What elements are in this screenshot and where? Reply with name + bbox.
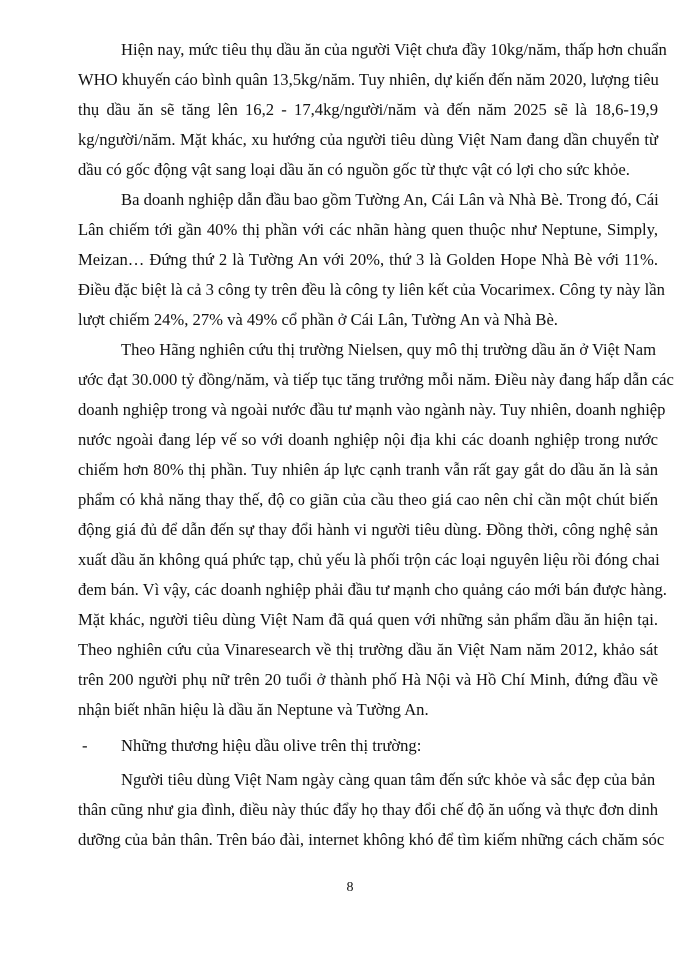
page-number: 8 — [346, 880, 354, 895]
text-line: phẩm có khả năng thay thế, độ co giãn của cầu theo giá cao nên chỉ cần một chút biến — [78, 490, 658, 509]
text-line: lượt chiếm 24%, 27% và 49% cổ phần ở Cái Lân, Tường An và Nhà Bè. — [78, 310, 558, 329]
text-line: ước đạt 30.000 tỷ đồng/năm, và tiếp tục tăng trưởng mỗi năm. Điều này đang hấp dẫn các — [78, 370, 674, 389]
text-line: Lân chiếm tới gần 40% thị phần với các nhãn hàng quen thuộc như Neptune, Simply, — [78, 220, 658, 239]
text-line: Hiện nay, mức tiêu thụ dầu ăn của người Việt chưa đầy 10kg/năm, thấp hơn chuẩn — [121, 40, 667, 59]
text-line: dưỡng của bản thân. Trên báo đài, internet không khó để tìm kiếm những cách chăm sóc — [78, 830, 665, 849]
text-line: WHO khuyến cáo bình quân 13,5kg/năm. Tuy nhiên, dự kiến đến năm 2020, lượng tiêu — [78, 70, 659, 89]
text-line: động giá đủ để dẫn đến sự thay đổi hành vi người tiêu dùng. Đồng thời, công nghệ sản — [78, 520, 658, 539]
text-line: Theo nghiên cứu của Vinaresearch về thị trường dầu ăn Việt Nam năm 2012, khảo sát — [78, 640, 658, 659]
text-line: chiếm hơn 80% thị phần. Tuy nhiên áp lực cạnh tranh vẫn rất gay gắt do dầu ăn là sản — [78, 460, 658, 479]
text-line: kg/người/năm. Mặt khác, xu hướng của người tiêu dùng Việt Nam đang dần chuyển từ — [78, 130, 658, 149]
text-line: nước ngoài đang lép vế so với doanh nghiệp nội địa khi các doanh nghiệp trong nước — [78, 430, 658, 449]
text-line: Theo Hãng nghiên cứu thị trường Nielsen, quy mô thị trường dầu ăn ở Việt Nam — [121, 340, 656, 359]
text-line: xuất dầu ăn không quá phức tạp, chủ yếu là phối trộn các loại nguyên liệu rồi đóng chai — [78, 550, 660, 569]
text-line: doanh nghiệp trong và ngoài nước đầu tư mạnh vào ngành này. Tuy nhiên, doanh nghiệp — [78, 400, 666, 419]
text-line: Người tiêu dùng Việt Nam ngày càng quan tâm đến sức khỏe và sắc đẹp của bản — [121, 770, 656, 789]
text-line: Meizan… Đứng thứ 2 là Tường An với 20%, thứ 3 là Golden Hope Nhà Bè với 11%. — [78, 250, 658, 269]
text-line: trên 200 người phụ nữ trên 20 tuổi ở thành phố Hà Nội và Hồ Chí Minh, đứng đầu về — [78, 670, 658, 689]
text-line: thân cũng như gia đình, điều này thúc đẩy họ thay đổi chế độ ăn uống và thực đơn dinh — [78, 800, 658, 819]
text-line: thụ dầu ăn sẽ tăng lên 16,2 - 17,4kg/người/năm và đến năm 2025 sẽ là 18,6-19,9 — [78, 100, 658, 119]
bullet-dash: - — [82, 736, 88, 755]
bullet-text: Những thương hiệu dầu olive trên thị trường: — [121, 736, 422, 755]
text-line: nhận biết nhãn hiệu là dầu ăn Neptune và Tường An. — [78, 700, 429, 719]
text-line: Ba doanh nghiệp dẫn đầu bao gồm Tường An, Cái Lân và Nhà Bè. Trong đó, Cái — [121, 190, 659, 209]
text-line: đem bán. Vì vậy, các doanh nghiệp phải đầu tư mạnh cho quảng cáo mới bán được hàng. — [78, 580, 667, 599]
text-line: Điều đặc biệt là cả 3 công ty trên đều là công ty liên kết của Vocarimex. Công ty này lần — [78, 280, 665, 299]
text-line: Mặt khác, người tiêu dùng Việt Nam đã quá quen với những sản phẩm dầu ăn hiện tại. — [78, 610, 658, 629]
text-line: dầu có gốc động vật sang loại dầu ăn có nguồn gốc từ thực vật có lợi cho sức khỏe. — [78, 160, 630, 179]
